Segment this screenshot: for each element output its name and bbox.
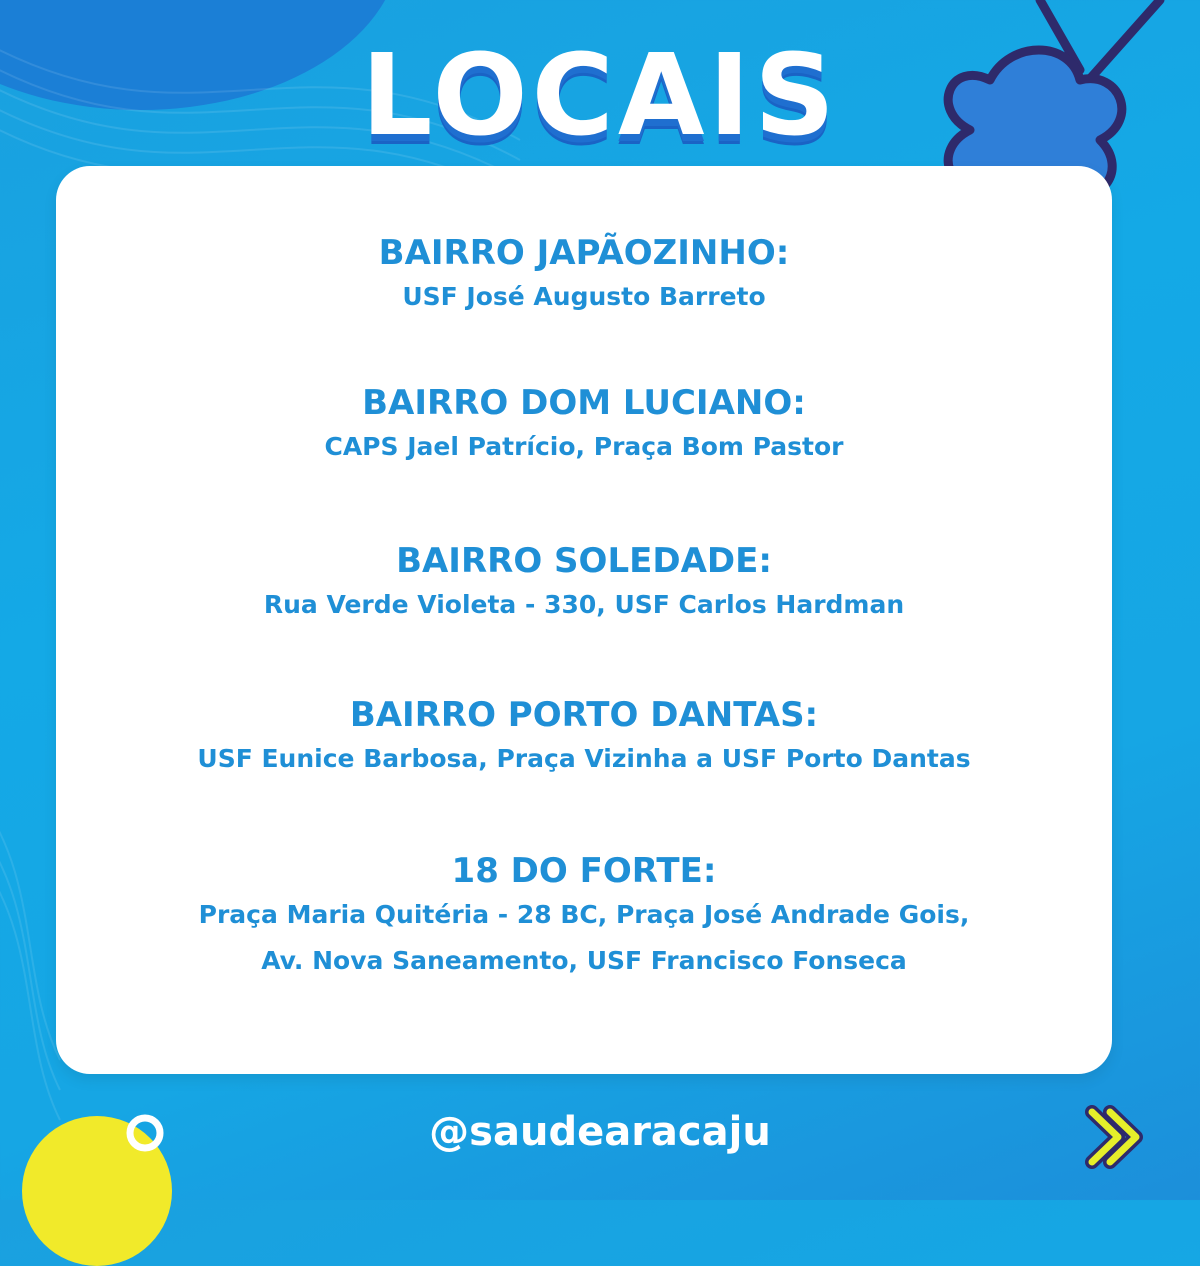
location-section [56,383,1112,470]
location-section [56,695,1112,782]
location-heading: BAIRRO JAPÃOZINHO: [378,233,790,273]
location-detail: Av. Nova Saneamento, USF Francisco Fonseca [261,946,907,976]
location-detail: Rua Verde Violeta - 330, USF Carlos Hardman [263,590,905,619]
location-section [56,851,1112,985]
location-section [56,541,1112,628]
locations-card [56,166,1112,1074]
location-section [56,233,1112,320]
location-detail: USF Eunice Barbosa, Praça Vizinha a USF Porto Dantas [197,744,971,773]
location-heading: BAIRRO PORTO DANTAS: [349,695,819,735]
location-detail: CAPS Jael Patrício, Praça Bom Pastor [324,432,844,461]
location-detail: USF José Augusto Barreto [402,282,766,311]
location-heading: 18 DO FORTE: [451,851,717,891]
social-handle: @saudearacaju [429,1109,771,1155]
location-detail: Praça Maria Quitéria - 28 BC, Praça José Andrade Gois, [198,900,970,929]
location-heading: BAIRRO DOM LUCIANO: [362,383,806,423]
double-chevron-right-icon[interactable] [1082,1104,1146,1170]
page-title: LOCAIS [361,31,839,161]
location-heading: BAIRRO SOLEDADE: [396,541,772,581]
